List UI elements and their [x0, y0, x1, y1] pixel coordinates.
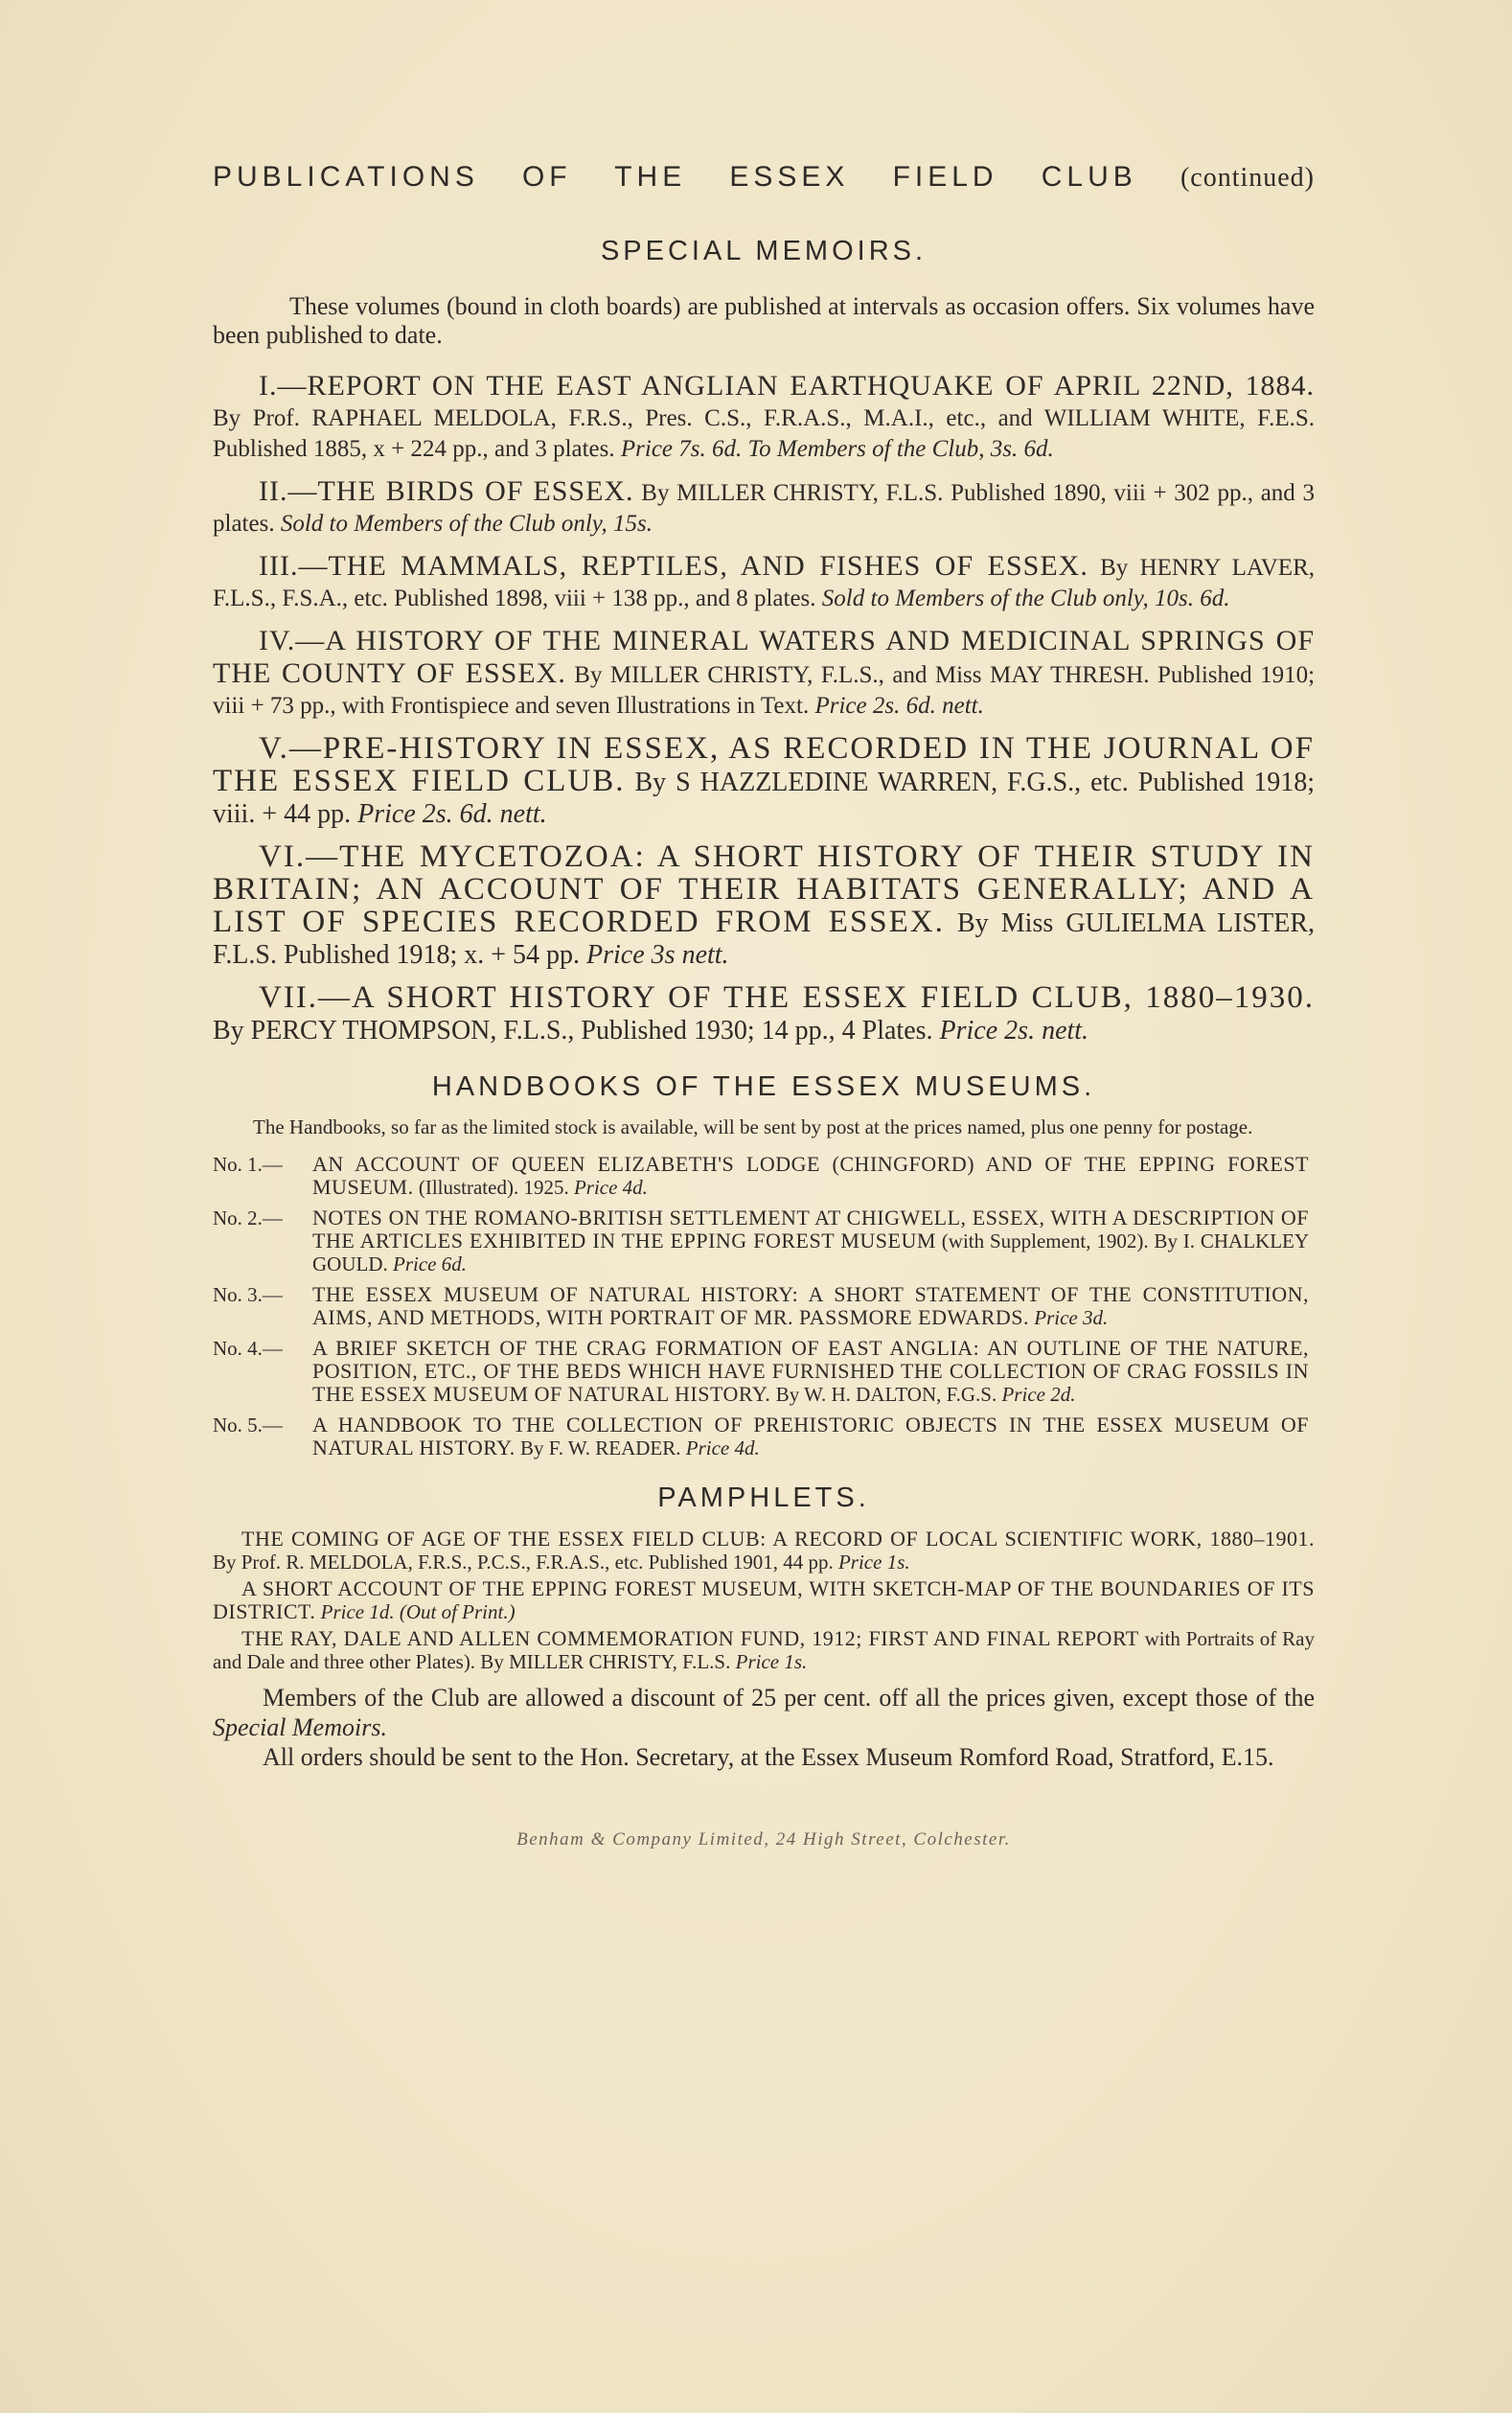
memoir-title: VII.—A SHORT HISTORY OF THE ESSEX FIELD CLUB, 1880–1930.: [259, 980, 1315, 1015]
handbook-body: (with Supplement, 1902). By I. CHALKLEY GOULD.: [312, 1229, 1310, 1275]
memoir-body: By Miss GULIELMA LISTER, F.L.S. Published 1918; x. + 54 pp.: [213, 908, 1315, 970]
handbook-price: Price 6d.: [393, 1252, 467, 1275]
discount-note: [213, 1683, 1315, 1742]
memoir-body: By S HAZZLEDINE WARREN, F.G.S., etc. Published 1918; viii. + 44 pp.: [213, 768, 1315, 829]
handbook-body: By F. W. READER.: [520, 1436, 681, 1459]
pamphlet-body: By Prof. R. MELDOLA, F.R.S., P.C.S., F.R.A.S., etc. Published 1901, 44 pp.: [213, 1551, 834, 1574]
handbook-price: Price 4d.: [685, 1436, 760, 1459]
memoir-price: Price 2s. 6d. nett.: [357, 799, 547, 829]
memoir-title: V.—PRE-HISTORY IN ESSEX, AS RECORDED IN THE JOURNAL OF THE ESSEX FIELD CLUB.: [213, 731, 1315, 798]
handbook-title: A HANDBOOK TO THE COLLECTION OF PREHISTORIC OBJECTS IN THE ESSEX MUSEUM OF NATURAL HISTORY.: [312, 1413, 1309, 1459]
handbook-title: THE ESSEX MUSEUM OF NATURAL HISTORY: A SHORT STATEMENT OF THE CONSTITUTION, AIMS, AND METHODS, WITH PORTRAIT OF MR. PASSMORE EDWARDS.: [312, 1282, 1309, 1329]
pamphlet-price: Price 1d. (Out of Print.): [320, 1600, 515, 1623]
page-header: [213, 161, 1315, 194]
content-column: [213, 161, 1315, 1850]
memoir-price: Sold to Members of the Club only, 10s. 6d.: [821, 586, 1230, 611]
memoir-item: [213, 733, 1315, 830]
special-memoirs-heading: SPECIAL MEMOIRS.: [600, 236, 928, 266]
memoir-body: By MILLER CHRISTY, F.L.S., and Miss MAY THRESH. Published 1910; viii + 73 pp., with Frontispiece and seven Illustrations in Text.: [213, 662, 1316, 719]
handbook-number: No. 3.—: [213, 1283, 283, 1306]
header-title: PUBLICATIONS OF THE ESSEX FIELD CLUB: [213, 161, 1137, 193]
pamphlet-price: Price 1s.: [735, 1650, 808, 1673]
special-memoirs-intro: These volumes (bound in cloth boards) are published at intervals as occasion offers. Six volumes have been published to date.: [213, 292, 1315, 349]
handbook-item: [213, 1413, 1315, 1459]
pamphlet-body: with Portraits of Ray and Dale and three other Plates). By MILLER CHRISTY, F.L.S.: [213, 1627, 1315, 1673]
handbook-number: No. 1.—: [213, 1153, 283, 1176]
handbooks-intro: The Handbooks, so far as the limited stock is available, will be sent by post at the prices named, plus one penny for postage.: [253, 1115, 1253, 1138]
handbook-body: (Illustrated). 1925.: [418, 1176, 569, 1199]
handbook-number: No. 4.—: [213, 1337, 283, 1360]
memoir-item: [213, 841, 1315, 971]
handbooks-heading: HANDBOOKS OF THE ESSEX MUSEUMS.: [431, 1071, 1096, 1102]
memoir-body: By Prof. RAPHAEL MELDOLA, F.R.S., Pres. C.S., F.R.A.S., M.A.I., etc., and WILLIAM WHITE, F.E.S. Published 1885, x + 224 pp., and 3 plates.: [213, 405, 1315, 462]
printer-imprint: Benham & Company Limited, 24 High Street, Colchester.: [516, 1829, 1011, 1850]
pamphlet-item: [213, 1528, 1315, 1574]
discount-italic: Special Memoirs.: [213, 1713, 387, 1741]
memoir-title: IV.—A HISTORY OF THE MINERAL WATERS AND MEDICINAL SPRINGS OF THE COUNTY OF ESSEX.: [213, 625, 1315, 689]
memoir-price: Price 7s. 6d. To Members of the Club, 3s. 6d.: [620, 436, 1054, 462]
memoir-title: III.—THE MAMMALS, REPTILES, AND FISHES OF ESSEX.: [259, 550, 1088, 582]
orders-note: All orders should be sent to the Hon. Secretary, at the Essex Museum Romford Road, Stratford, E.15.: [263, 1743, 1274, 1771]
handbook-title: A BRIEF SKETCH OF THE CRAG FORMATION OF EAST ANGLIA: AN OUTLINE OF THE NATURE, POSITION, ETC., OF THE BEDS WHICH HAVE FURNISHED THE COLLECTION OF CRAG FOSSILS IN THE ESSEX MUSEUM OF NATURAL HISTORY.: [312, 1336, 1309, 1406]
memoir-item: [213, 551, 1315, 614]
memoir-item: [213, 476, 1315, 540]
handbook-item: [213, 1153, 1315, 1199]
pamphlet-item: [213, 1627, 1315, 1673]
handbook-title: NOTES ON THE ROMANO-BRITISH SETTLEMENT AT CHIGWELL, ESSEX, WITH A DESCRIPTION OF THE ARTICLES EXHIBITED IN THE EPPING FOREST MUSEUM: [312, 1206, 1309, 1252]
handbook-price: Price 2d.: [1001, 1383, 1076, 1406]
memoir-title: I.—REPORT ON THE EAST ANGLIAN EARTHQUAKE OF APRIL 22ND, 1884.: [259, 370, 1315, 402]
memoir-price: Price 3s nett.: [586, 940, 729, 970]
pamphlet-price: Price 1s.: [837, 1551, 910, 1574]
discount-text: Members of the Club are allowed a discount of 25 per cent. off all the prices given, except those of the: [263, 1684, 1315, 1712]
memoir-body: By HENRY LAVER, F.L.S., F.S.A., etc. Published 1898, viii + 138 pp., and 8 plates.: [213, 555, 1315, 611]
handbook-price: Price 4d.: [573, 1176, 648, 1199]
memoir-body: By MILLER CHRISTY, F.L.S. Published 1890, viii + 302 pp., and 3 plates.: [213, 480, 1315, 537]
pamphlet-title: A SHORT ACCOUNT OF THE EPPING FOREST MUSEUM, WITH SKETCH-MAP OF THE BOUNDARIES OF ITS DISTRICT.: [213, 1576, 1315, 1623]
handbook-item: [213, 1283, 1315, 1329]
handbook-price: Price 3d.: [1034, 1306, 1109, 1329]
handbook-item: [213, 1206, 1315, 1275]
handbook-number: No. 5.—: [213, 1413, 283, 1436]
header-continued: (continued): [1180, 163, 1315, 193]
memoir-price: Sold to Members of the Club only, 15s.: [280, 511, 653, 537]
memoir-title: II.—THE BIRDS OF ESSEX.: [259, 475, 634, 507]
handbook-title: AN ACCOUNT OF QUEEN ELIZABETH'S LODGE (CHINGFORD) AND OF THE EPPING FOREST MUSEUM.: [312, 1152, 1309, 1199]
handbook-item: [213, 1337, 1315, 1406]
pamphlet-title: THE COMING OF AGE OF THE ESSEX FIELD CLUB: A RECORD OF LOCAL SCIENTIFIC WORK, 1880–1901.: [241, 1527, 1315, 1551]
pamphlet-item: [213, 1577, 1315, 1623]
memoir-price: Price 2s. 6d. nett.: [814, 693, 984, 719]
memoir-item: [213, 982, 1315, 1046]
memoir-price: Price 2s. nett.: [939, 1016, 1089, 1046]
memoir-title: VI.—THE MYCETOZOA: A SHORT HISTORY OF THEIR STUDY IN BRITAIN; AN ACCOUNT OF THEIR HABITATS GENERALLY; AND A LIST OF SPECIES RECORDED FROM ESSEX.: [213, 839, 1315, 939]
memoir-body: By PERCY THOMPSON, F.L.S., Published 1930; 14 pp., 4 Plates.: [213, 1016, 933, 1046]
pamphlets-heading: PAMPHLETS.: [657, 1482, 870, 1513]
handbook-body: By W. H. DALTON, F.G.S.: [775, 1383, 997, 1406]
pamphlet-title: THE RAY, DALE AND ALLEN COMMEMORATION FUND, 1912; FIRST AND FINAL REPORT: [241, 1626, 1139, 1650]
handbook-number: No. 2.—: [213, 1206, 283, 1229]
memoir-item: [213, 371, 1315, 465]
memoir-item: [213, 626, 1315, 722]
